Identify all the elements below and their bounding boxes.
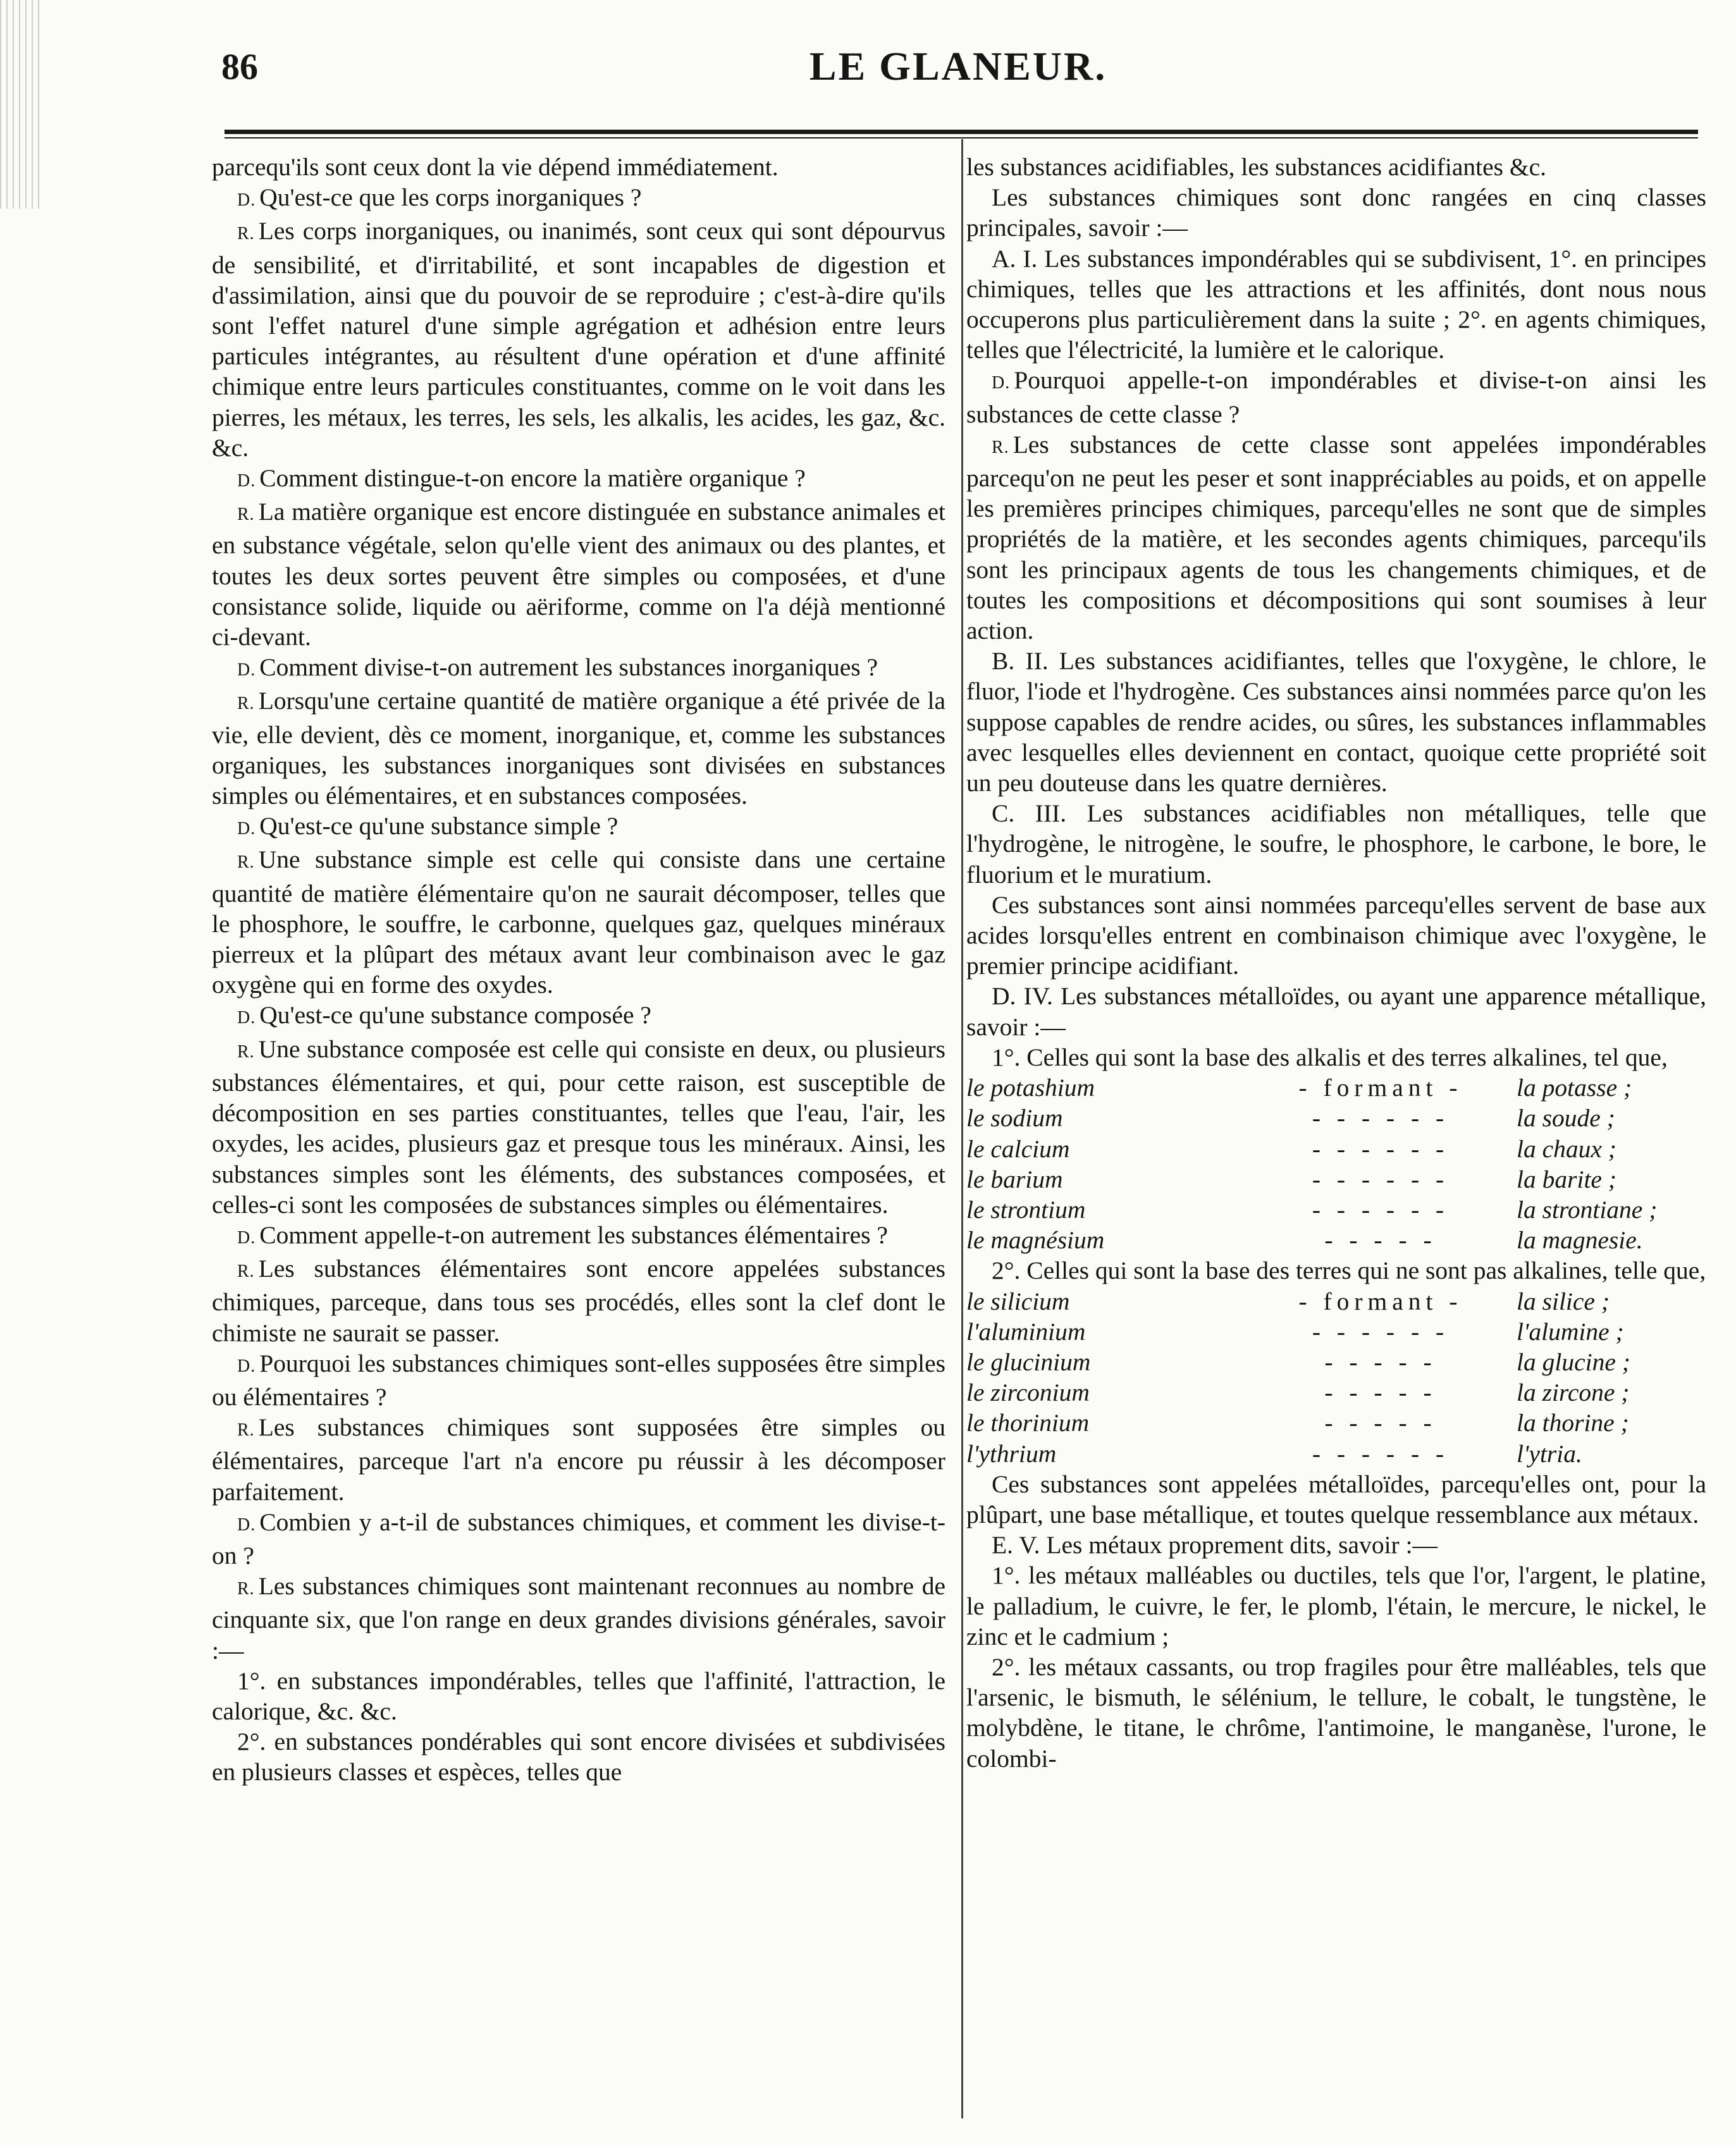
list-leader: - - - - - xyxy=(1324,1409,1437,1437)
paragraph xyxy=(212,811,945,844)
paragraph-text: Ces substances sont ainsi nommées parcequ'elles servent de base aux acides lorsqu'elles entrent en combinaison chimique avec l'oxygène, le premier principe acidifiant. xyxy=(966,890,1706,980)
paragraph-text: Lorsqu'une certaine quantité de matière organique a été privée de la vie, elle devient, dès ce moment, inorganique, et, comme les substances organiques, les substances inorganiques sont divisées en substances simples ou élémentaires, et en substances composées. xyxy=(212,687,945,810)
paragraph xyxy=(212,182,945,216)
element-name: le silicium xyxy=(966,1287,1070,1315)
element-name: le thorinium xyxy=(966,1409,1090,1437)
speaker-marker: D. xyxy=(237,819,256,839)
paragraph-text: Les substances élémentaires sont encore appelées substances chimiques, parceque, dans tous ses procédés, elles sont la clef dont le chimiste ne saurait se passer. xyxy=(212,1255,945,1347)
list-leader: - - - - - - xyxy=(1312,1165,1450,1193)
compound-name: la silice ; xyxy=(1517,1287,1610,1315)
compound-name: l'ytria. xyxy=(1517,1439,1582,1468)
paragraph-text: Comment divise-t-on autrement les substances inorganiques ? xyxy=(259,653,878,682)
element-name: le barium xyxy=(966,1165,1063,1193)
speaker-marker: D. xyxy=(237,1356,256,1376)
paragraph xyxy=(212,1253,945,1348)
paragraph-text: Qu'est-ce qu'une substance composée ? xyxy=(259,1001,651,1029)
paragraph xyxy=(966,1255,1706,1286)
speaker-marker: R. xyxy=(237,1262,255,1282)
compound-name: la barite ; xyxy=(1517,1165,1616,1193)
speaker-marker: R. xyxy=(237,1420,255,1441)
running-title: LE GLANEUR. xyxy=(809,44,1107,89)
paragraph xyxy=(212,1034,945,1220)
paragraph-text: parcequ'ils sont ceux dont la vie dépend immédiatement. xyxy=(212,153,779,181)
paragraph-text: C. III. Les substances acidifiables non métalliques, telle que l'hydrogène, le nitrogène, le soufre, le phosphore, le carbone, le bore, le fluorium et le muratium. xyxy=(966,799,1706,888)
list-leader: - - - - - - xyxy=(1312,1439,1450,1468)
paragraph xyxy=(212,152,945,182)
list-leader: - - - - - xyxy=(1324,1379,1437,1407)
element-name: le zirconium xyxy=(966,1379,1090,1407)
paragraph xyxy=(212,1000,945,1033)
page-number: 86 xyxy=(221,46,258,87)
element-name: le glucinium xyxy=(966,1348,1091,1376)
list-item xyxy=(966,1317,1706,1347)
paragraph-text: Pourquoi les substances chimiques sont-elles supposées être simples ou élémentaires ? xyxy=(212,1349,945,1411)
list-item xyxy=(966,1225,1706,1255)
paragraph-text: Comment distingue-t-on encore la matière organique ? xyxy=(259,464,806,493)
speaker-marker: D. xyxy=(237,1515,256,1535)
compound-name: l'alumine ; xyxy=(1517,1317,1624,1346)
element-name: le strontium xyxy=(966,1195,1086,1224)
paragraph xyxy=(212,844,945,1000)
paragraph-text: 1°. Celles qui sont la base des alkalis et des terres alkalines, tel que, xyxy=(992,1043,1668,1071)
speaker-marker: D. xyxy=(237,471,256,491)
paragraph-text: Une substance composée est celle qui consiste en deux, ou plusieurs substances élémentaires, et qui, pour cette raison, est susceptible de décomposition en ses parties constituantes, telles que l'eau, l'air, les oxydes, les acides, plusieurs gaz et presque tous les minéraux. Ainsi, les substances simples sont les éléments, des substances composées, et celles-ci sont les composées de substances simples ou élémentaires. xyxy=(212,1035,945,1219)
list-leader: - - - - - - xyxy=(1312,1195,1450,1224)
speaker-marker: R. xyxy=(237,1042,255,1062)
paragraph-text: Les corps inorganiques, ou inanimés, sont ceux qui sont dépourvus de sensibilité, et d'irritabilité, et sont incapables de digestion et d'assimilation, ainsi que du pouvoir de se reproduire ; c'est-à-dire qu'ils sont l'effet naturel d'une simple agrégation et adhésion entre leurs particules intégrantes, au résultent d'une opération et d'une affinité chimique entre leurs particules constituantes, comme on le voit dans les pierres, les métaux, les terres, les sels, les alkalis, les acides, les gaz, &c. &c. xyxy=(212,217,945,462)
paragraph-text: 2°. Celles qui sont la base des terres qui ne sont pas alkalines, telle que, xyxy=(992,1257,1706,1285)
list-leader: - - - - - xyxy=(1324,1348,1437,1376)
column-divider xyxy=(961,139,963,2118)
element-name: le calcium xyxy=(966,1134,1070,1163)
paragraph xyxy=(966,243,1706,366)
paragraph-text: Une substance simple est celle qui consiste dans une certaine quantité de matière élémentaire qu'on ne saurait décomposer, telles que le phosphore, le souffre, le carbonne, quelques gaz, quelques minéraux pierreux et la plûpart des métaux avant leur combinaison avec le gaz oxygène qui en forme des oxydes. xyxy=(212,845,945,999)
list-item xyxy=(966,1195,1706,1225)
paragraph xyxy=(966,182,1706,243)
paragraph xyxy=(212,1412,945,1507)
paragraph xyxy=(966,365,1706,429)
list-item xyxy=(966,1103,1706,1133)
paragraph xyxy=(966,1530,1706,1560)
compound-name: la glucine ; xyxy=(1517,1348,1630,1376)
list-item xyxy=(966,1286,1706,1317)
speaker-marker: R. xyxy=(237,852,255,873)
page-header xyxy=(221,38,1695,108)
paragraph-text: La matière organique est encore distinguée en substance animales et en substance végétale, selon qu'elle vient des animaux ou des plantes, et toutes les deux sortes peuvent être simples ou composées, et d'une consistance solide, liquide ou aëriforme, comme on l'a déjà mentionné ci-devant. xyxy=(212,498,945,651)
paragraph xyxy=(212,1220,945,1253)
list-item xyxy=(966,1408,1706,1438)
compound-name: la potasse ; xyxy=(1517,1074,1632,1102)
paragraph xyxy=(966,152,1706,182)
speaker-marker: R. xyxy=(237,224,255,244)
speaker-marker: D. xyxy=(237,1008,256,1028)
list-leader: - - - - - - xyxy=(1312,1317,1450,1346)
speaker-marker: R. xyxy=(992,437,1009,457)
list-leader: - formant - xyxy=(1298,1074,1463,1102)
element-name: l'ythrium xyxy=(966,1439,1057,1468)
paragraph-text: B. II. Les substances acidifiantes, telles que l'oxygène, le chlore, le fluor, l'iode et l'hydrogène. Ces substances ainsi nommées parce qu'on les suppose capables de rendre acides, ou sûres, les substances inflammables avec lesquelles elles deviennent en contact, quoique cette propriété soit un peu douteuse dans les quatre dernières. xyxy=(966,647,1706,797)
compound-name: la thorine ; xyxy=(1517,1409,1629,1437)
paragraph-text: Pourquoi appelle-t-on impondérables et divise-t-on ainsi les substances de cette classe ? xyxy=(966,366,1706,428)
paragraph-text: Les substances de cette classe sont appelées impondérables parcequ'on ne peut les peser et sont inappréciables au poids, et on appelle les premières principes chimiques, parcequ'elles ne sont que de simples propriétés de la matière, et les secondes agents chimiques, parcequ'ils sont les principaux agents de tous les changements chimiques, et de toutes les compositions et décompositions qui sont soumises à leur action. xyxy=(966,430,1706,645)
compound-name: la zircone ; xyxy=(1517,1379,1630,1407)
list-leader: - - - - - - xyxy=(1312,1134,1450,1163)
paragraph xyxy=(212,1726,945,1787)
paragraph-text: 2°. en substances pondérables qui sont encore divisées et subdivisées en plusieurs classes et espèces, telles que xyxy=(212,1728,945,1786)
paragraph-text: 2°. les métaux cassants, ou trop fragiles pour être malléables, tels que l'arsenic, le bismuth, le sélénium, le tellure, le cobalt, le tungstène, le molybdène, le titane, le chrôme, l'antimoine, le manganèse, l'urone, le colombi- xyxy=(966,1652,1706,1773)
paragraph-text: A. I. Les substances impondérables qui se subdivisent, 1°. en principes chimiques, telles que les attractions et les affinités, dont nous nous occuperons plus particulièrement dans la suite ; 2°. en agents chimiques, telles que l'électricité, la lumière et le calorique. xyxy=(966,244,1706,364)
list-leader: - - - - - xyxy=(1324,1226,1437,1255)
right-column xyxy=(966,152,1706,1774)
paragraph xyxy=(212,1507,945,1571)
paragraph xyxy=(966,890,1706,981)
paragraph-text: Les substances chimiques sont donc rangées en cinq classes principales, savoir :— xyxy=(966,183,1706,242)
paragraph xyxy=(212,1666,945,1726)
paragraph xyxy=(966,646,1706,798)
speaker-marker: D. xyxy=(237,190,256,211)
list-item xyxy=(966,1164,1706,1195)
paragraph-text: 1°. en substances impondérables, telles que l'affinité, l'attraction, le calorique, &c. &c. xyxy=(212,1666,945,1725)
compound-name: la soude ; xyxy=(1517,1104,1615,1133)
paragraph-text: Ces substances sont appelées métalloïdes, parcequ'elles ont, pour la plûpart, une base métallique, et toutes quelque ressemblance aux métaux. xyxy=(966,1470,1706,1528)
header-rule-thin xyxy=(225,137,1698,138)
paragraph xyxy=(212,463,945,496)
list-leader: - formant - xyxy=(1298,1287,1463,1315)
paragraph-text: Qu'est-ce qu'une substance simple ? xyxy=(259,812,619,840)
paragraph xyxy=(212,496,945,652)
margin-scan-marks xyxy=(0,0,44,209)
paragraph xyxy=(212,1571,945,1666)
paragraph xyxy=(212,1348,945,1412)
paragraph-text: Combien y a-t-il de substances chimiques, et comment les divise-t-on ? xyxy=(212,1508,945,1570)
paragraph-text: D. IV. Les substances métalloïdes, ou ayant une apparence métallique, savoir :— xyxy=(966,982,1706,1041)
list-item xyxy=(966,1377,1706,1408)
paragraph-text: Comment appelle-t-on autrement les substances élémentaires ? xyxy=(259,1220,888,1249)
compound-name: la chaux ; xyxy=(1517,1134,1616,1163)
speaker-marker: R. xyxy=(237,505,255,525)
list-item xyxy=(966,1347,1706,1377)
speaker-marker: D. xyxy=(237,660,256,680)
paragraph xyxy=(966,1469,1706,1530)
paragraph-text: les substances acidifiables, les substances acidifiantes &c. xyxy=(966,153,1546,181)
paragraph-text: E. V. Les métaux proprement dits, savoir :— xyxy=(992,1531,1438,1559)
paragraph xyxy=(966,1652,1706,1774)
list-item xyxy=(966,1439,1706,1469)
left-column xyxy=(212,152,945,1788)
paragraph xyxy=(212,685,945,811)
speaker-marker: R. xyxy=(237,694,255,714)
paragraph-text: Qu'est-ce que les corps inorganiques ? xyxy=(259,183,642,212)
element-name: le magnésium xyxy=(966,1226,1105,1255)
paragraph xyxy=(966,1560,1706,1652)
element-name: le sodium xyxy=(966,1104,1063,1133)
paragraph-text: Les substances chimiques sont supposées être simples ou élémentaires, parceque l'art n'a encore pu réussir à les décomposer parfaitement. xyxy=(212,1413,945,1506)
paragraph-text: Les substances chimiques sont maintenant reconnues au nombre de cinquante six, que l'on range en deux grandes divisions générales, savoir :— xyxy=(212,1572,945,1664)
element-name: le potashium xyxy=(966,1074,1095,1102)
compound-name: la strontiane ; xyxy=(1517,1195,1658,1224)
list-item xyxy=(966,1072,1706,1103)
paragraph xyxy=(966,1042,1706,1072)
list-leader: - - - - - - xyxy=(1312,1104,1450,1133)
paragraph-text: 1°. les métaux malléables ou ductiles, tels que l'or, l'argent, le platine, le palladium, le cuivre, le fer, le plomb, l'étain, le mercure, le nickel, le zinc et le cadmium ; xyxy=(966,1561,1706,1650)
header-rule xyxy=(225,130,1698,134)
speaker-marker: R. xyxy=(237,1579,255,1599)
paragraph xyxy=(212,652,945,685)
list-item xyxy=(966,1134,1706,1164)
paragraph xyxy=(966,429,1706,646)
speaker-marker: D. xyxy=(992,373,1011,393)
paragraph xyxy=(212,216,945,463)
element-name: l'aluminium xyxy=(966,1317,1086,1346)
speaker-marker: D. xyxy=(237,1227,256,1248)
paragraph xyxy=(966,798,1706,890)
paragraph xyxy=(966,981,1706,1042)
compound-name: la magnesie. xyxy=(1517,1226,1643,1255)
